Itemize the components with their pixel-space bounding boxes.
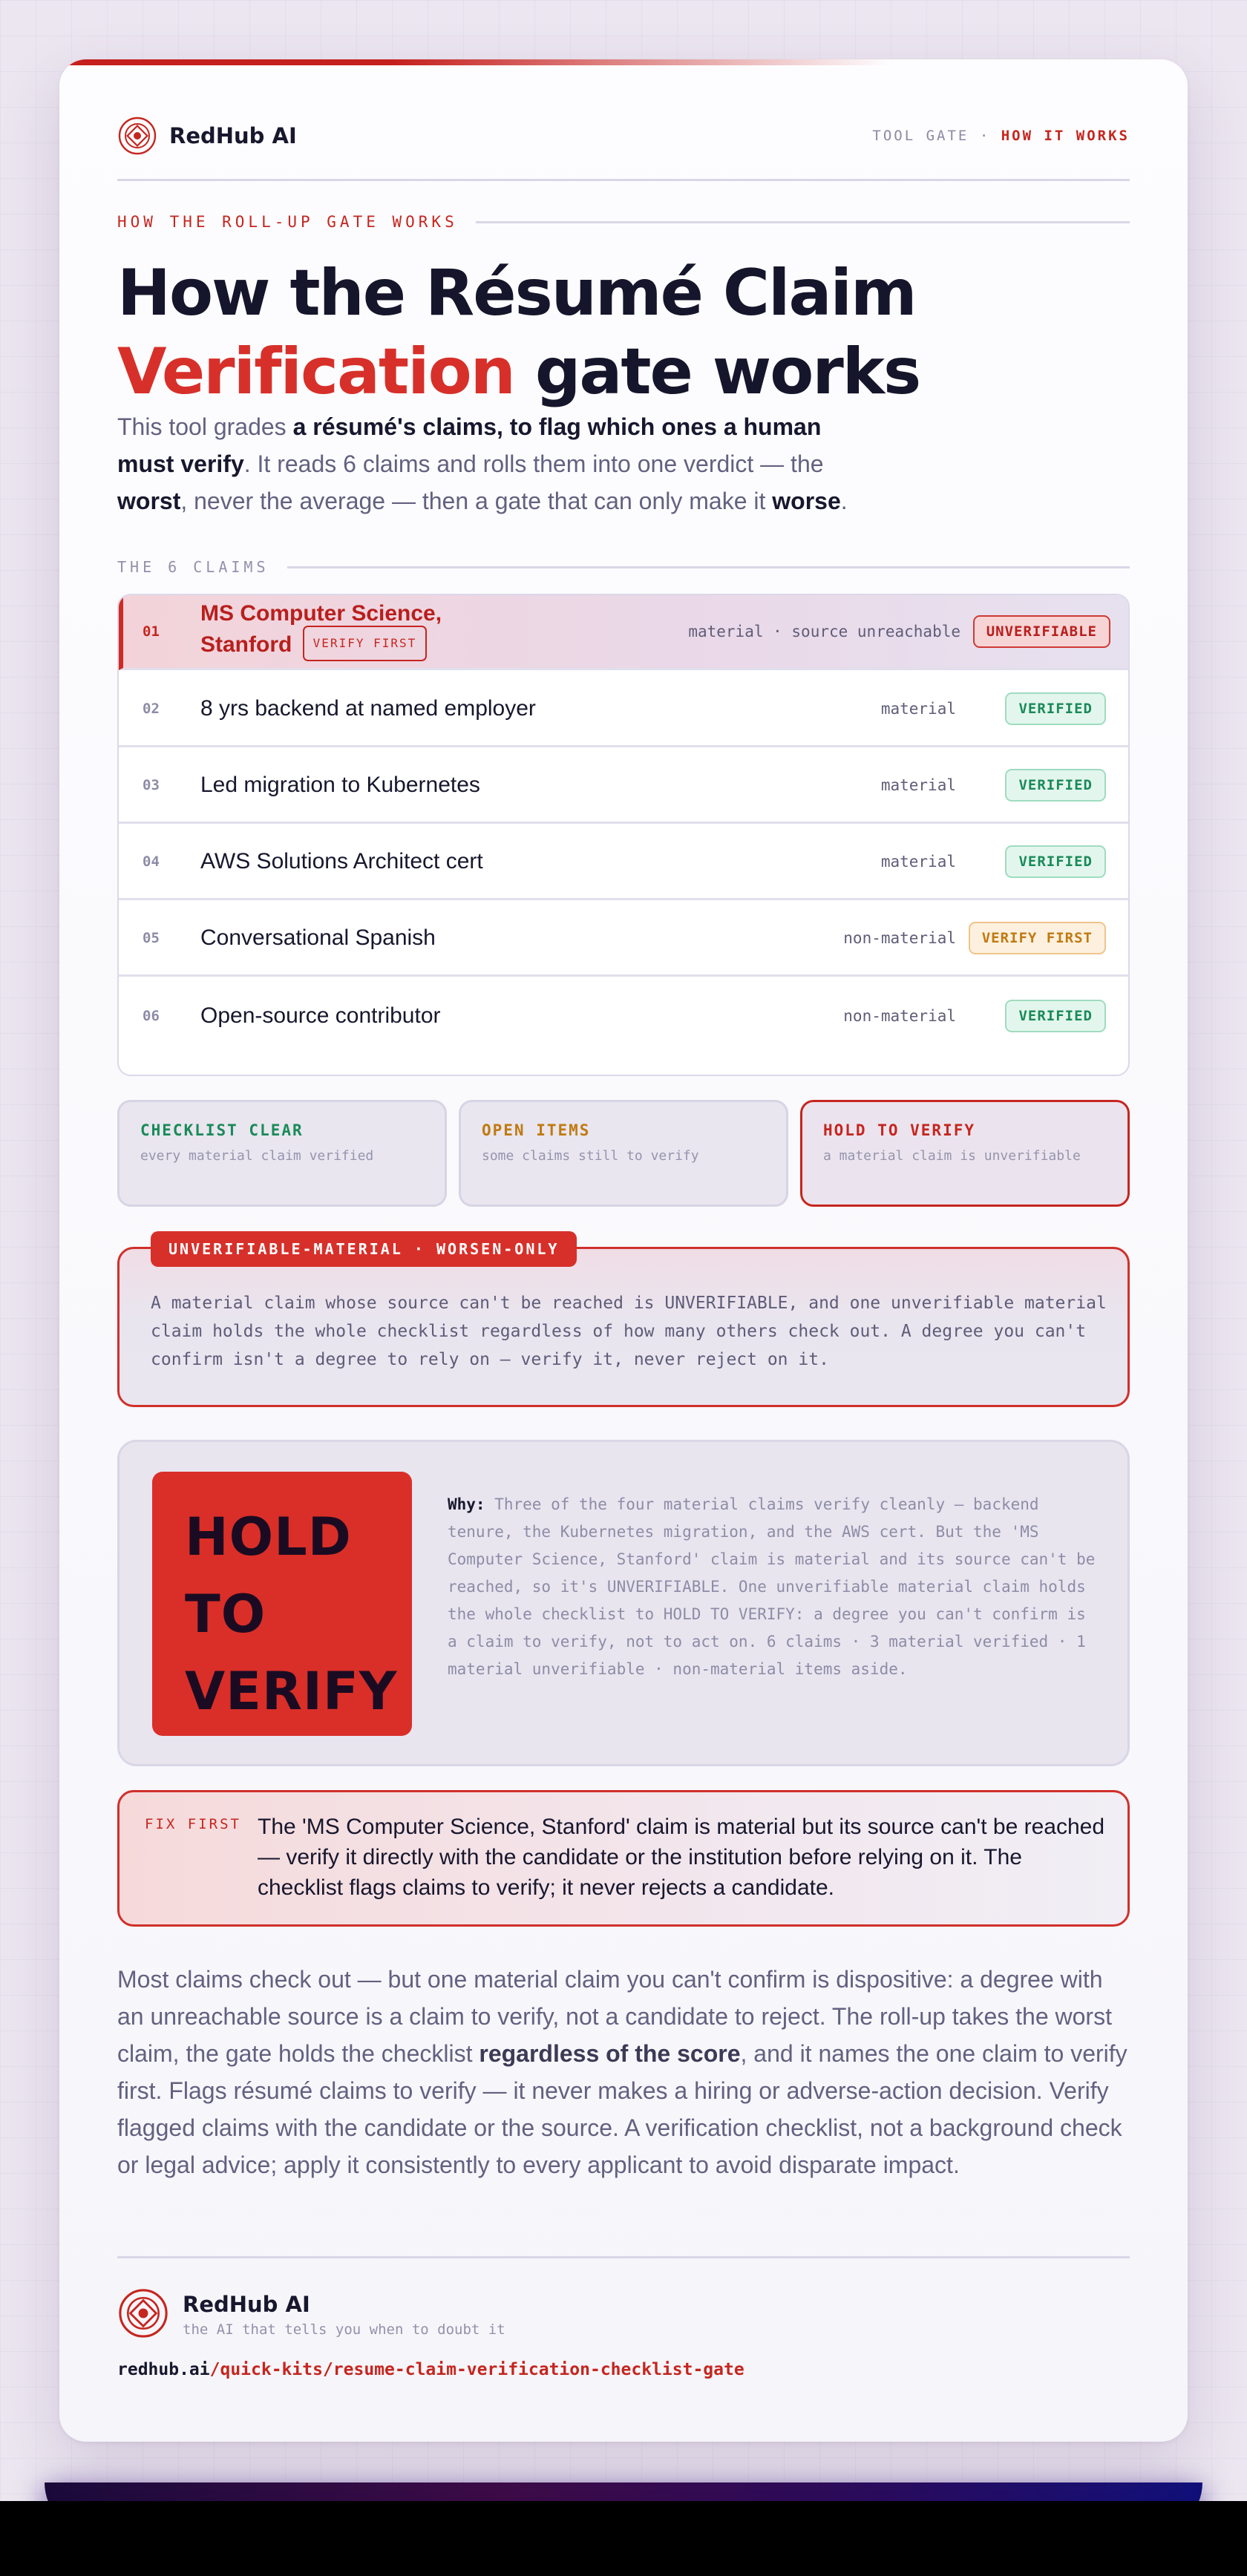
verdict-word: VERIFY: [185, 1661, 398, 1722]
outcome-checklist-clear: [117, 1100, 447, 1207]
outcome-description: some claims still to verify: [482, 1148, 699, 1164]
header: [117, 116, 1130, 181]
eyebrow-divider: [476, 221, 1130, 223]
title-rest: gate works: [534, 335, 920, 409]
rule-text: A material claim whose source can't be reached is UNVERIFIABLE, and one unverifiable material claim holds the whole checklist regardless of how many others check out. A degree you can't confirm isn't a degree to rely on — verify it, never reject on it.: [151, 1294, 1107, 1369]
footer-brand[interactable]: [117, 2287, 505, 2339]
intro-bold-3: worse: [772, 488, 841, 514]
intro-text-3: , never the average — then a gate that can only make it: [180, 488, 773, 514]
outcome-title: HOLD TO VERIFY: [823, 1121, 976, 1139]
claim-text: Led migration to Kubernetes: [200, 773, 480, 797]
summary-bold: regardless of the score: [479, 2040, 741, 2067]
claim-row[interactable]: [119, 825, 1128, 900]
brand[interactable]: [117, 116, 297, 156]
redhub-logo-icon: [117, 2287, 169, 2339]
verify-first-tag: VERIFY FIRST: [303, 626, 428, 661]
summary-paragraph: [117, 1961, 1130, 2183]
verdict-panel: [117, 1440, 1130, 1766]
claim-text: MS Computer Science, Stanford VERIFY FIRST: [200, 600, 442, 663]
footer-brand-name: RedHub AI: [183, 2292, 310, 2317]
breadcrumb-section[interactable]: TOOL GATE: [872, 128, 969, 144]
status-badge: UNVERIFIABLE: [973, 615, 1110, 648]
intro-bold-1: a résumé's claims, to flag which ones a human must verify: [117, 413, 822, 477]
verdict-word: TO: [185, 1584, 266, 1645]
claim-meta: non-material: [843, 1006, 956, 1025]
intro-text-1: This tool grades: [117, 413, 293, 440]
claims-table: [117, 594, 1130, 1076]
outcome-title: CHECKLIST CLEAR: [140, 1121, 304, 1139]
outcome-title: OPEN ITEMS: [482, 1121, 591, 1139]
claim-number: 04: [143, 853, 160, 870]
claim-meta: material: [880, 700, 956, 718]
page-title: [117, 254, 1130, 411]
claim-row[interactable]: [119, 902, 1128, 977]
url-path: /quick-kits/resume-claim-verification-checklist-gate: [209, 2360, 744, 2379]
eyebrow-row: [117, 211, 1130, 233]
footer-tagline: the AI that tells you when to doubt it: [183, 2321, 505, 2338]
why-text: Three of the four material claims verify cleanly — backend tenure, the Kubernetes migration, and the AWS cert. But the 'MS Computer Science, Stanford' claim is material and its source can't be reached, so it's UNVERIFIABLE. One unverifiable material claim holds the whole checklist to HOLD TO VERIFY: a degree you can't confirm is a claim to verify, not to act on. 6 claims · 3 material verified · 1 material unverifiable · non-material items aside.: [448, 1495, 1096, 1678]
breadcrumb-separator: ·: [979, 128, 991, 144]
breadcrumb: [872, 128, 1130, 144]
status-badge: VERIFIED: [1005, 1000, 1106, 1032]
claim-meta: material: [880, 853, 956, 871]
status-badge: VERIFIED: [1005, 692, 1106, 725]
redhub-logo-icon: [117, 116, 157, 156]
outcome-hold-to-verify: [800, 1100, 1130, 1207]
verdict-word: HOLD: [185, 1507, 352, 1567]
intro-bold-2: worst: [117, 488, 181, 514]
claim-row[interactable]: [119, 595, 1128, 670]
summary-text-1: Most claims check out — but one material claim you can't confirm is dispositive: a degree with an unreachable source is a claim to verify, not a candidate to reject. The roll-up takes the worst claim, the gate holds the checklist: [117, 1966, 1112, 2067]
eyebrow: HOW THE ROLL-UP GATE WORKS: [117, 213, 458, 231]
breadcrumb-current: HOW IT WORKS: [1001, 128, 1130, 144]
content-card: [59, 59, 1188, 2442]
claim-meta: material: [880, 776, 956, 794]
outcome-open-items: [459, 1100, 788, 1207]
summary-text-2: , and it names the one claim to verify first. Flags résumé claims to verify — it never makes a hiring or adverse-action decision. Verify flagged claims with the candidate or the source. A verification checklist, not a background check or legal advice; apply it consistently to every applicant to avoid disparate impact.: [117, 2040, 1127, 2178]
rule-box: [117, 1240, 1130, 1407]
claim-meta: non-material: [843, 929, 956, 947]
verdict-stamp: [152, 1472, 412, 1736]
status-badge: VERIFY FIRST: [969, 922, 1106, 954]
claim-number: 03: [143, 777, 160, 793]
claim-row[interactable]: [119, 749, 1128, 824]
fix-first-box: [117, 1790, 1130, 1927]
fix-first-label: FIX FIRST: [145, 1816, 241, 1832]
footer-brand-text: [183, 2292, 505, 2338]
claim-text: Conversational Spanish: [200, 925, 436, 950]
claims-section-header: [117, 557, 1130, 577]
intro-text-4: .: [840, 488, 848, 514]
url-host: redhub.ai: [117, 2360, 210, 2379]
claim-row[interactable]: [119, 672, 1128, 747]
claim-number: 06: [143, 1007, 160, 1024]
fix-first-text: The 'MS Computer Science, Stanford' claim is material but its source can't be reached — verify it directly with the candidate or the institution before relying on it. The checklist flags claims to verify; it never rejects a candidate.: [258, 1815, 1105, 1900]
claim-text: 8 yrs backend at named employer: [200, 696, 536, 721]
claims-label: THE 6 CLAIMS: [117, 558, 269, 576]
footer-url-link[interactable]: [117, 2360, 744, 2379]
intro-text-2: . It reads 6 claims and rolls them into one verdict — the: [243, 450, 824, 477]
status-badge: VERIFIED: [1005, 769, 1106, 802]
section-divider: [287, 566, 1130, 568]
claim-number: 01: [143, 623, 160, 640]
brand-name: RedHub AI: [169, 123, 297, 148]
claim-row[interactable]: [119, 978, 1128, 1053]
title-highlight: Verification: [117, 335, 514, 409]
claim-text: Open-source contributor: [200, 1003, 441, 1028]
intro-paragraph: [117, 408, 874, 520]
bottom-band: [0, 2501, 1247, 2576]
card-accent-line: [59, 59, 891, 65]
status-badge: VERIFIED: [1005, 845, 1106, 878]
outcome-description: every material claim verified: [140, 1148, 374, 1164]
claim-text: AWS Solutions Architect cert: [200, 849, 483, 874]
title-line1: How the Résumé Claim: [117, 256, 916, 330]
claim-number: 02: [143, 701, 160, 717]
claim-meta: material · source unreachable: [688, 623, 960, 640]
verdict-explanation: [448, 1491, 1101, 1683]
claim-number: 05: [143, 930, 160, 946]
why-label: Why:: [448, 1495, 485, 1513]
rule-label: UNVERIFIABLE-MATERIAL · WORSEN-ONLY: [151, 1231, 577, 1267]
footer-divider: [117, 2256, 1130, 2258]
outcome-description: a material claim is unverifiable: [823, 1148, 1081, 1164]
